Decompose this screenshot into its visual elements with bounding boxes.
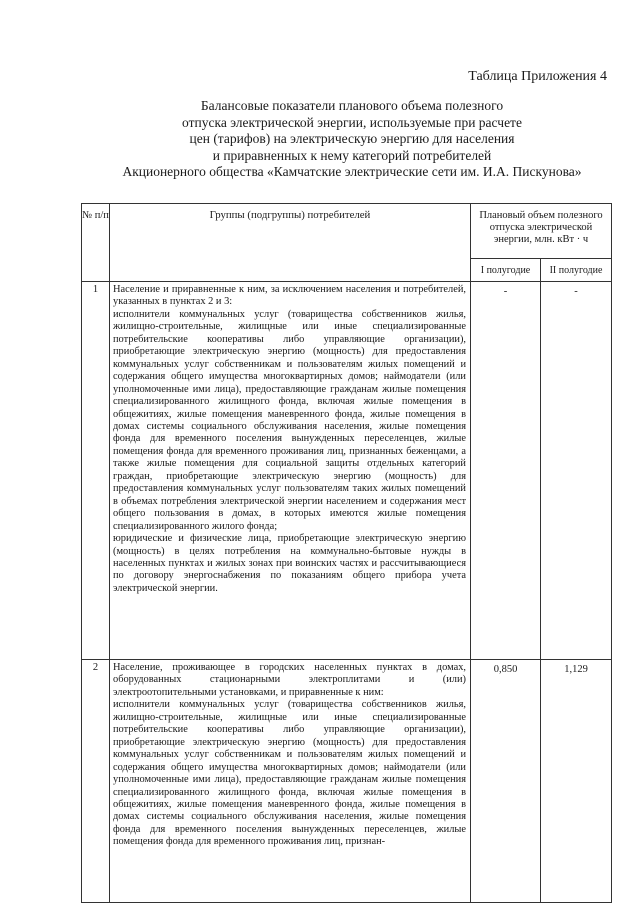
row-paragraph: Население, проживающее в городских населенных пунктах в домах, оборудованных стационарными электроплитами и (или) электроотопительными установками, и приравненные к ним: xyxy=(113,662,466,698)
header-volume: Плановый объем полезного отпуска электрической энергии, млн. кВт · ч xyxy=(471,204,612,259)
row-paragraph: юридические и физические лица, приобретающие электрическую энергию (мощность) в целях потребления на коммунально-бытовые нужды в населенных пунктах и жилых зонах при воинских частях и рассчитывающиеся по договору энергоснабжения по показаниям общего прибора учета электрической энергии. xyxy=(113,533,466,594)
balance-table xyxy=(81,203,612,903)
title-line: Акционерного общества «Камчатские электрические сети им. И.А. Пискунова» xyxy=(122,164,582,180)
row-value-half-2: - xyxy=(541,282,612,660)
table-row xyxy=(82,282,612,660)
header-groups: Группы (подгруппы) потребителей xyxy=(110,204,471,282)
page-label: Таблица Приложения 4 xyxy=(468,69,607,84)
title-line: цен (тарифов) на электрическую энергию для населения xyxy=(189,131,515,147)
title-line: и приравненных к нему категорий потребителей xyxy=(212,147,492,163)
title-line: отпуска электрической энергии, используемые при расчете xyxy=(182,114,522,130)
row-value-half-2: 1,129 xyxy=(541,660,612,903)
header-num: № п/п xyxy=(82,204,110,282)
document-title xyxy=(72,98,632,181)
row-value-half-1: - xyxy=(471,282,541,660)
table-row xyxy=(82,660,612,903)
row-num: 2 xyxy=(82,660,110,903)
header-half-1: I полугодие xyxy=(471,259,541,282)
row-description xyxy=(110,660,471,903)
row-num: 1 xyxy=(82,282,110,660)
row-description xyxy=(110,282,471,660)
header-half-2: II полугодие xyxy=(541,259,612,282)
row-paragraph: исполнители коммунальных услуг (товарищества собственников жилья, жилищно-строительные, жилищные или иные специализированные потребительские кооперативы либо управляющие организации), приобретающие электрическую энергию (мощность) для предоставления коммунальных услуг собственникам и пользователям жилых помещений и содержания общего имущества многоквартирных домов; наймодатели (или уполномоченные ими лица), предоставляющие гражданам жилые помещения специализированного жилищного фонда, включая жилые помещения в общежитиях, жилые помещения маневренного фонда, жилые помещения в домах системы социального обслуживания населения, жилые помещения фонда для временного поселения вынужденных переселенцев, жилые помещения фонда для временного проживания лиц, признанных беженцами, а также жилые помещения для социальной защиты отдельных категорий граждан, приобретающие электрическую энергию (мощность) для предоставления коммунальных услуг пользователям таких жилых помещений в объемах потребления электрической энергии населением и содержания мест общего пользования в домах, в которых имеются жилые помещения специализированного жилого фонда; xyxy=(113,308,466,532)
row-paragraph: исполнители коммунальных услуг (товарищества собственников жилья, жилищно-строительные, жилищные или иные специализированные потребительские кооперативы либо управляющие организации), приобретающие электрическую энергию (мощность) для предоставления коммунальных услуг собственникам и пользователям жилых помещений и содержания общего имущества многоквартирных домов; наймодатели (или уполномоченные ими лица), предоставляющие гражданам жилые помещения специализированного жилищного фонда, включая жилые помещения в общежитиях, жилые помещения маневренного фонда, жилые помещения в домах системы социального обслуживания населения, жилые помещения фонда для временного поселения вынужденных переселенцев, жилые помещения фонда для временного проживания лиц, признан- xyxy=(113,699,466,848)
title-line: Балансовые показатели планового объема полезного xyxy=(200,98,504,113)
row-value-half-1: 0,850 xyxy=(471,660,541,903)
row-paragraph: Население и приравненные к ним, за исключением населения и потребителей, указанных в пунктах 2 и 3: xyxy=(113,284,466,308)
